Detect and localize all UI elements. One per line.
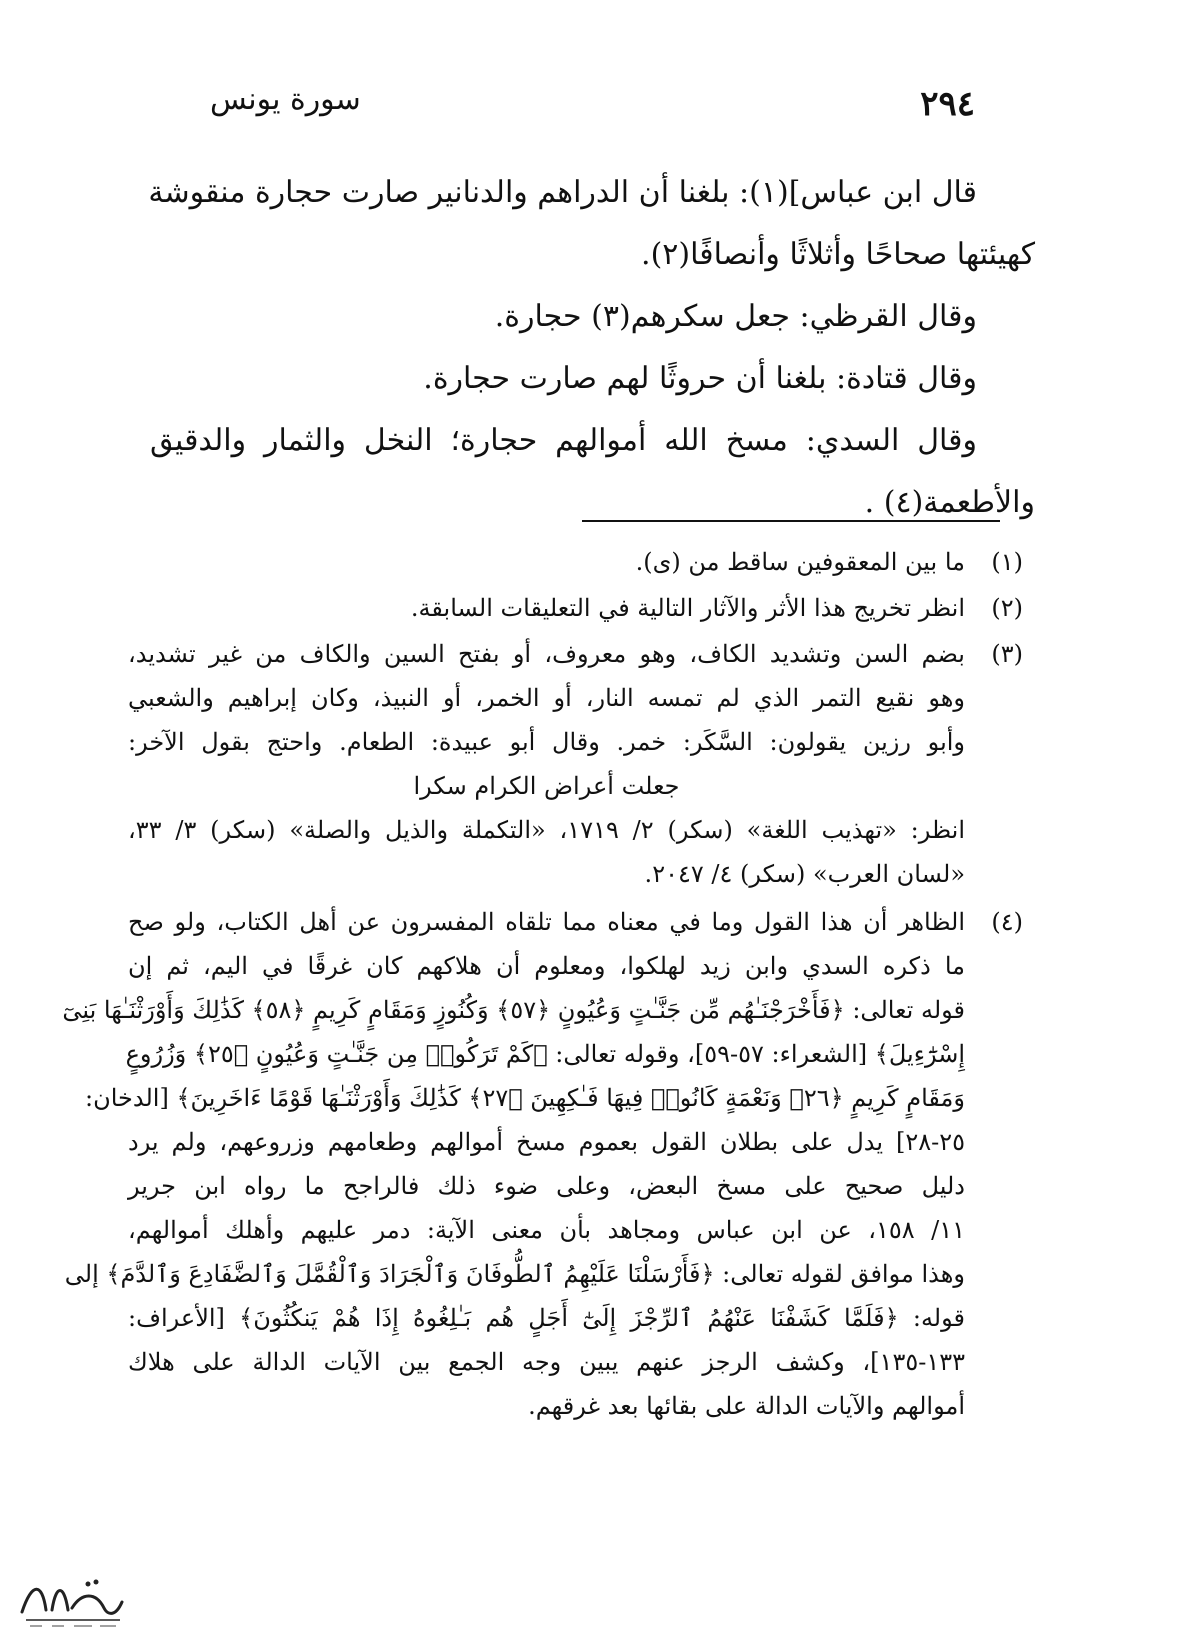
main-line: وقال القرظي: جعل سكرهم(٣) حجارة. [494,299,977,334]
footnote-line: انظر تخريج هذا الأثر والآثار التالية في التعليقات السابقة. [410,594,965,622]
footnote-number: (٢) [991,594,1023,622]
footnote-number: (١) [991,548,1023,576]
publisher-logo [12,1562,132,1634]
footnote-line: أموالهم والآيات الدالة على بقائها بعد غرقهم. [528,1392,965,1420]
footnote-line: إِسْرَٰٓءِيلَ﴾ [الشعراء: ٥٧-٥٩]، وقوله تعالى: ﴿كَمْ تَرَكُوا۟ مِن جَنَّـٰتٍ وَعُيُونٍ ﴿٢٥﴾ وَزُرُوعٍ [125,1040,965,1068]
calligraphy-logo-icon [12,1562,132,1634]
footnote-line: بضم السن وتشديد الكاف، وهو معروف، أو بفتح السين والكاف من غير تشديد، [128,640,965,668]
main-text [150,162,1035,534]
footnote-line: وهذا موافق لقوله تعالى: ﴿فَأَرْسَلْنَا عَلَيْهِمُ ٱلطُّوفَانَ وَٱلْجَرَادَ وَٱلْقُمَّلَ وَٱلضَّفَادِعَ وَٱلدَّمَ﴾ إلى [64,1260,965,1288]
footnote-line: «لسان العرب» (سكر) ٤/ ٢٠٤٧. [644,860,965,888]
footnote-line: قوله: ﴿فَلَمَّا كَشَفْنَا عَنْهُمُ ٱلرِّجْزَ إِلَىٰٓ أَجَلٍ هُم بَـٰلِغُوهُ إِذَا هُمْ يَنكُثُونَ﴾ [الأعراف: [128,1304,965,1332]
main-line: وقال قتادة: بلغنا أن حروثًا لهم صارت حجارة. [423,361,977,396]
footnote-line: وهو نقيع التمر الذي لم تمسه النار، أو الخمر، أو النبيذ، وكان إبراهيم والشعبي [128,684,965,712]
footnote-4 [62,900,1023,1428]
page-number: ٢٩٤ [920,84,975,124]
main-line: كهيئتها صحاحًا وأثلاثًا وأنصافًا(٢). [641,237,1035,272]
footnote-3 [128,632,1023,896]
poetry-verse: جعلت أعراض الكرام سكرا [413,772,680,800]
footnote-line: ٢٥-٢٨] يدل على بطلان القول بعموم مسخ أموالهم وطعامهم وزروعهم، ولم يرد [128,1128,965,1156]
footnote-separator [582,520,1000,522]
footnote-number: (٣) [991,640,1023,668]
main-line: والأطعمة(٤) . [864,485,1035,520]
footnotes [62,540,1023,1428]
footnote-line: ١١/ ١٥٨، عن ابن عباس ومجاهد بأن معنى الآية: دمر عليهم وأهلك أموالهم، [128,1216,965,1244]
footnote-line: دليل صحيح على مسخ البعض، وعلى ضوء ذلك فالراجح ما رواه ابن جرير [128,1172,965,1200]
page-header [210,78,975,128]
footnote-line: الظاهر أن هذا القول وما في معناه مما تلقاه المفسرون عن أهل الكتاب، ولو صح [128,908,965,936]
footnote-line: وَمَقَامٍ كَرِيمٍ ﴿٢٦﴾ وَنَعْمَةٍ كَانُوا۟ فِيهَا فَـٰكِهِينَ ﴿٢٧﴾ كَذَٰلِكَ وَأَوْرَثْنَـٰهَا قَوْمًا ءَاخَرِينَ﴾ [الدخان: [85,1084,965,1112]
footnote-1 [128,540,1023,584]
footnote-line: ما بين المعقوفين ساقط من (ى). [635,548,965,576]
footnote-2 [128,586,1023,630]
footnote-line: قوله تعالى: ﴿فَأَخْرَجْنَـٰهُم مِّن جَنَّـٰتٍ وَعُيُونٍ ﴿٥٧﴾ وَكُنُوزٍ وَمَقَامٍ كَرِيمٍ ﴿٥٨﴾ كَذَٰلِكَ وَأَوْرَثْنَـٰهَا بَنِىٓ [62,996,965,1024]
surah-title: سورة يونس [210,82,361,117]
main-line: وقال السدي: مسخ الله أموالهم حجارة؛ النخل والثمار والدقيق [150,423,977,458]
footnote-line: ما ذكره السدي وابن زيد لهلكوا، ومعلوم أن هلاكهم كان غرقًا في اليم، ثم إن [128,952,965,980]
footnote-number: (٤) [991,908,1023,936]
main-line: قال ابن عباس](١): بلغنا أن الدراهم والدنانير صارت حجارة منقوشة [148,175,977,210]
footnote-line: وأبو رزين يقولون: السَّكَر: خمر. وقال أبو عبيدة: الطعام. واحتج بقول الآخر: [128,728,965,756]
footnote-line: انظر: «تهذيب اللغة» (سكر) ٢/ ١٧١٩، «التكملة والذيل والصلة» (سكر) ٣/ ٣٣، [128,816,965,844]
footnote-line: ١٣٣-١٣٥]، وكشف الرجز عنهم يبين وجه الجمع بين الآيات الدالة على هلاك [128,1348,965,1376]
